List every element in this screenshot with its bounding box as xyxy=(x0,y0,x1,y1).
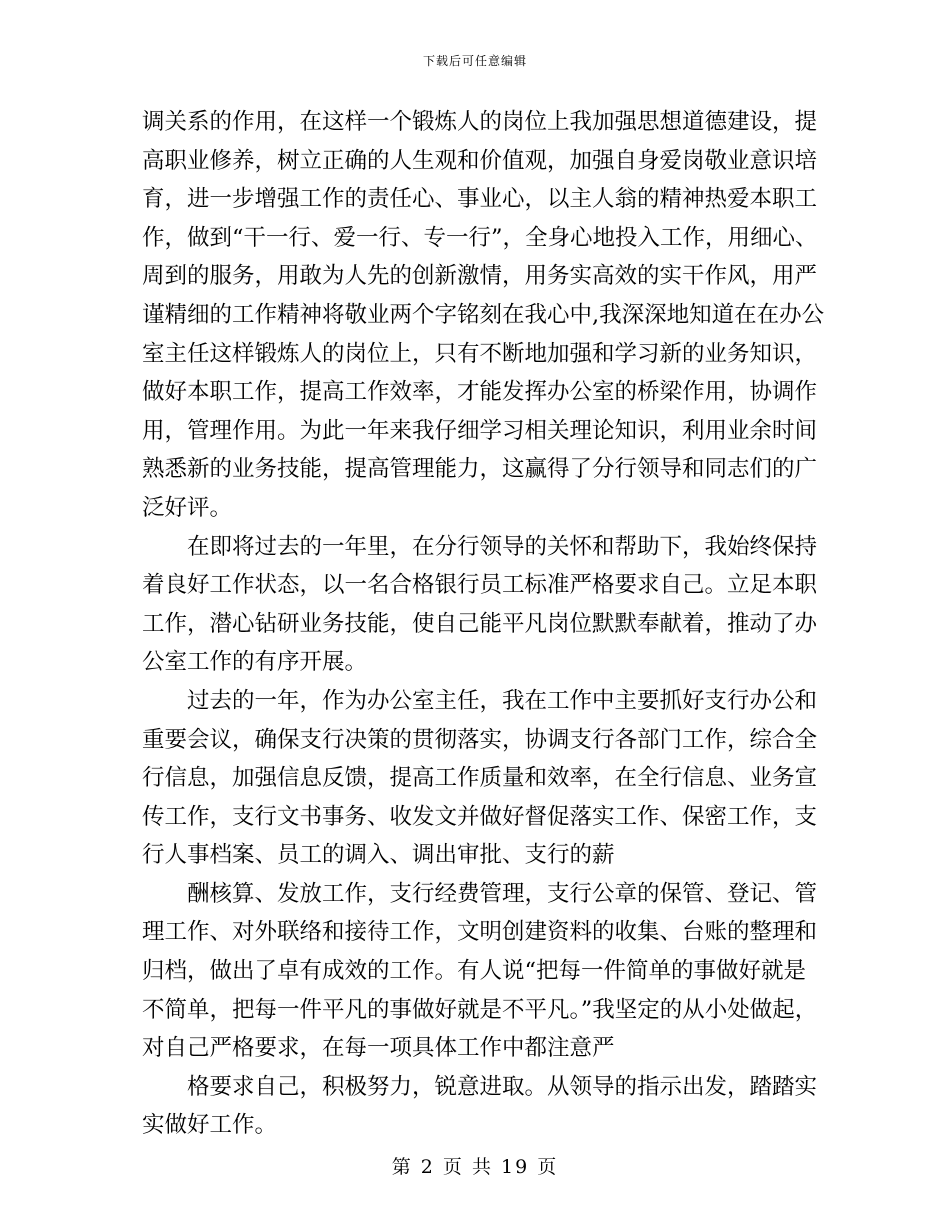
text-line: 行信息，加强信息反馈，提高工作质量和效率，在全行信息、业务宣 xyxy=(142,765,818,792)
text-line: 在即将过去的一年里，在分行领导的关怀和帮助下，我始终保持 xyxy=(142,533,818,560)
text-line: 高职业修养，树立正确的人生观和价值观，加强自身爱岗敬业意识培 xyxy=(142,147,818,174)
text-line: 周到的服务，用敢为人先的创新激情，用务实高效的实干作风，用严 xyxy=(142,263,818,290)
text-line: 做好本职工作，提高工作效率，才能发挥办公室的桥梁作用，协调作 xyxy=(142,379,818,406)
page-header: 下载后可任意编辑 xyxy=(422,54,527,68)
text-line: 工作，潜心钻研业务技能，使自己能平凡岗位默默奉献着，推动了办 xyxy=(142,610,818,637)
text-line: 对自己严格要求，在每一项具体工作中都注意严 xyxy=(142,1035,615,1062)
text-line: 室主任这样锻炼人的岗位上，只有不断地加强和学习新的业务知识， xyxy=(142,340,818,367)
body-text xyxy=(142,103,825,1145)
text-line: 过去的一年，作为办公室主任，我在工作中主要抓好支行办公和 xyxy=(142,687,818,714)
text-line: 着良好工作状态，以一名合格银行员工标准严格要求自己。立足本职 xyxy=(142,572,818,599)
text-line: 酬核算、发放工作，支行经费管理，支行公章的保管、登记、管 xyxy=(142,880,818,907)
text-line: 熟悉新的业务技能，提高管理能力，这赢得了分行领导和同志们的广 xyxy=(142,456,818,483)
text-line: 公室工作的有序开展。 xyxy=(142,649,368,676)
text-line: 育，进一步增强工作的责任心、事业心，以主人翁的精神热爱本职工 xyxy=(142,186,818,213)
text-line: 归档，做出了卓有成效的工作。有人说“把每一件简单的事做好就是 xyxy=(142,958,807,985)
text-line: 实做好工作。 xyxy=(142,1112,278,1139)
text-line: 重要会议，确保支行决策的贯彻落实，协调支行各部门工作，综合全 xyxy=(142,726,818,753)
text-line: 传工作，支行文书事务、收发文并做好督促落实工作、保密工作，支 xyxy=(142,803,818,830)
text-line: 格要求自己，积极努力，锐意进取。从领导的指示出发，踏踏实 xyxy=(142,1073,818,1100)
text-line: 行人事档案、员工的调入、调出审批、支行的薪 xyxy=(142,842,615,869)
text-line: 泛好评。 xyxy=(142,494,233,521)
text-line: 理工作、对外联络和接待工作，文明创建资料的收集、台账的整理和 xyxy=(142,919,818,946)
text-line: 用，管理作用。为此一年来我仔细学习相关理论知识，利用业余时间 xyxy=(142,417,818,444)
page-footer: 第 2 页 共 19 页 xyxy=(391,1156,559,1178)
text-line: 谨精细的工作精神将敬业两个字铭刻在我心中,我深深地知道在在办公 xyxy=(142,301,825,328)
text-line: 不简单，把每一件平凡的事做好就是不平凡。”我坚定的从小处做起， xyxy=(142,996,818,1023)
text-line: 调关系的作用，在这样一个锻炼人的岗位上我加强思想道德建设，提 xyxy=(142,109,818,135)
text-line: 作，做到“干一行、爱一行、专一行”，全身心地投入工作，用细心、 xyxy=(142,224,818,251)
